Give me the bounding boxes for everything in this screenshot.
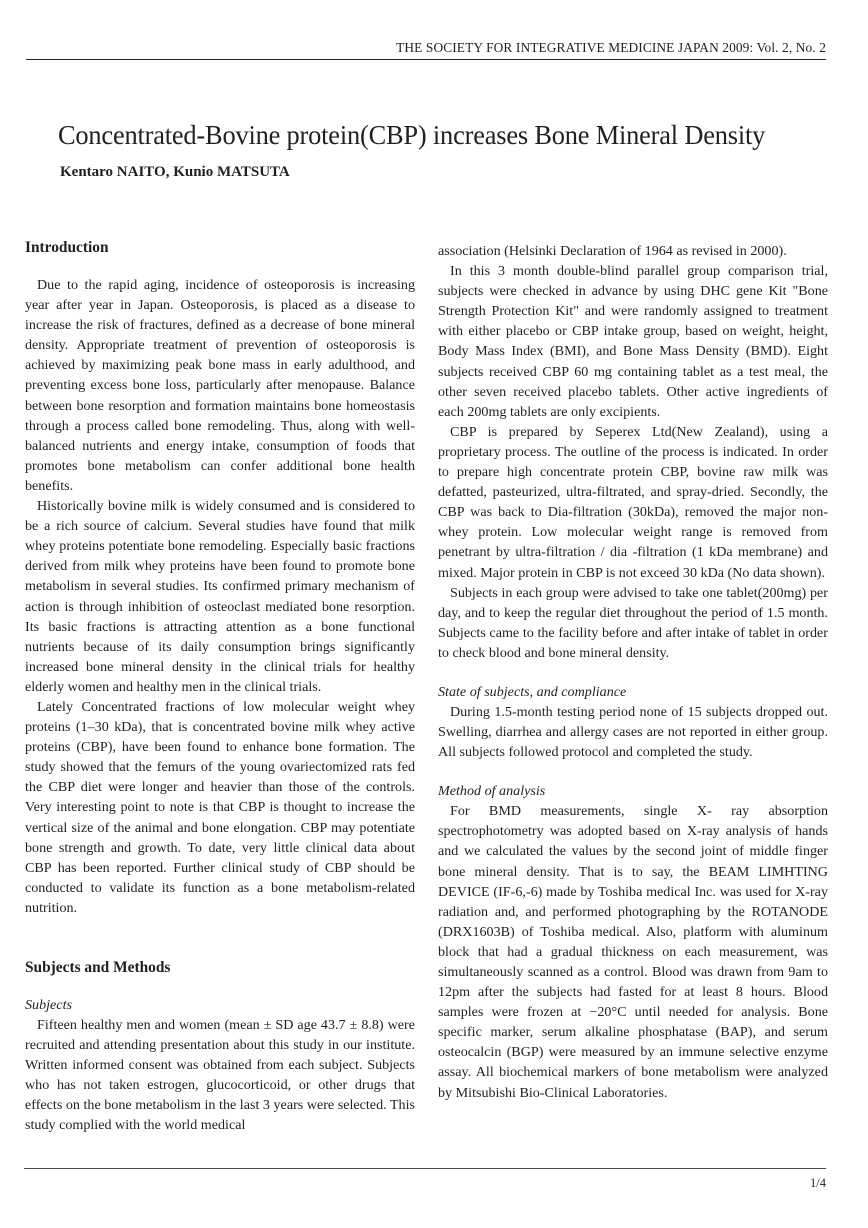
analysis-subheading: Method of analysis — [438, 783, 546, 800]
subjects-methods-heading: Subjects and Methods — [25, 959, 171, 976]
journal-running-header: THE SOCIETY FOR INTEGRATIVE MEDICINE JAPAN 2009: Vol. 2, No. 2 — [26, 40, 826, 60]
right-column — [438, 241, 828, 1103]
article-authors: Kentaro NAITO, Kunio MATSUTA — [60, 164, 290, 180]
spacer — [438, 762, 828, 781]
dosage-paragraph: Subjects in each group were advised to take one tablet(200mg) per day, and to keep the regular diet throughout the period of 1.5 month. Subjects came to the facility before and after intake of tablet in order to check blood and bone mineral density. — [438, 584, 828, 661]
introduction-heading: Introduction — [25, 239, 109, 256]
subjects-paragraph-continued: association (Helsinki Declaration of 1964 as revised in 2000). — [438, 243, 787, 259]
subjects-paragraph: Fifteen healthy men and women (mean ± SD age 43.7 ± 8.8) were recruited and attending presentation about this study in our institute. Written informed consent was obtained from each subject. Subjects who has not taken estrogen, glucocorticoid, or other drugs that effects on the bone metabolism in the last 3 years were selected. This study complied with the world medical — [25, 1017, 415, 1134]
subjects-subheading: Subjects — [25, 997, 72, 1013]
cbp-preparation-paragraph: CBP is prepared by Seperex Ltd(New Zealand), using a proprietary process. The outline of the process is indicated. In order to prepare high concentrate protein CBP, bovine raw milk was defatted, pasteurized, ultra-filtrated, and spray-dried. Secondly, the CBP was back to Dia-filtration (30kDa), removed the major non-whey protein. Low molecular weight range is removed from penetrant by ultra-filtration / dia -filtration (1 kDa membrane) and mixed. Major protein in CBP is not exceed 30 kDa (No data shown). — [438, 423, 828, 581]
spacer — [25, 258, 415, 275]
left-column — [25, 238, 415, 1136]
spacer — [25, 918, 415, 958]
compliance-paragraph: During 1.5-month testing period none of 15 subjects dropped out. Swelling, diarrhea and allergy cases are not reported in either group. All subjects followed protocol and completed the study. — [438, 703, 828, 761]
page-number: 1/4 — [810, 1176, 826, 1190]
intro-paragraph-3: Lately Concentrated fractions of low molecular weight whey proteins (1–30 kDa), that is concentrated bovine milk whey active proteins (CBP), have been found to enhance bone formation. The study showed that the femurs of the young ovariectomized rats fed the CBP diet were longer and heavier than those of the controls. Very interesting point to note is that CBP is thought to increase the vertical size of the animal and bone elongation. CBP may potentiate bone strength and growth. To date, very little clinical data about CBP has been reported. Further clinical study of CBP should be conducted to validate its function as a bone metabolism-related nutrition. — [25, 698, 415, 916]
intro-paragraph-1: Due to the rapid aging, incidence of osteoporosis is increasing year after year in Japan. Osteoporosis, is placed as a disease to increase the risk of fractures, defined as a decrease of bone mineral density. Appropriate treatment of prevention of osteoporosis is achieved by maximizing peak bone mass in early adulthood, and preventing excess bone loss, particularly after menopause. Balance between bone resorption and formation maintains bone homeostasis through a process called bone remodeling. Thus, along with well-balanced nutrients and energy intake, consumption of foods that promotes bone metabolism can confer additional bone health benefits. — [25, 277, 415, 494]
trial-design-paragraph: In this 3 month double-blind parallel group comparison trial, subjects were checked in advance by using DHC gene Kit "Bone Strength Protection Kit" and were randomly assigned to treatment with either placebo or CBP intake group, based on weight, height, Body Mass Index (BMI), and Bone Mass Density (BMD). Eight subjects received CBP 60 mg containing tablet as a test meal, the other seven received placebo tablets. Other active ingredients of each 200mg tablets are only excipients. — [438, 263, 828, 420]
spacer — [438, 663, 828, 682]
compliance-subheading: State of subjects, and compliance — [438, 683, 627, 700]
spacer — [25, 978, 415, 995]
footer-divider — [24, 1168, 826, 1169]
article-title: Concentrated-Bovine protein(CBP) increases Bone Mineral Density — [58, 119, 766, 150]
intro-paragraph-2: Historically bovine milk is widely consumed and is considered to be a rich source of calcium. Several studies have found that milk whey proteins potentiate bone remodeling. Especially basic fractions derived from milk whey proteins have been found to promote bone metabolism in several studies. Its confirmed primary mechanism of action is through inhibition of osteoclast mediated bone resorption. Its basic fractions is attracting attention as a bone functional nutrients because of its daily consumption brings significantly increased bone mineral density in the clinical trials for healthy elderly women and healthy men in the clinical trials. — [25, 498, 415, 695]
analysis-paragraph: For BMD measurements, single X- ray absorption spectrophotometry was adopted based on X-ray analysis of hands and we calculated the values by the second joint of middle finger bone mineral density. That is to say, the BEAM LIMHTING DEVICE (IF-6,-6) made by Toshiba medical Inc. was used for X-ray radiation and, and performed photographing by the ROTANODE (DRX1603B) of Toshiba medical. Also, platform with aluminum block that had a gradual thickness on each measurement, was simultaneously scanned as a control. Blood was drawn from 9am to 12pm after the subjects had fasted for at least 8 hours. Blood samples were frozen at −20°C until needed for analysis. Bone specific marker, serum alkaline phosphatase (BAP), and serum osteocalcin (BGP) were measured by an immune selective enzyme assay. All biochemical markers of bone metabolism were analyzed by Mitsubishi Bio-Clinical Laboratories. — [438, 803, 828, 1101]
